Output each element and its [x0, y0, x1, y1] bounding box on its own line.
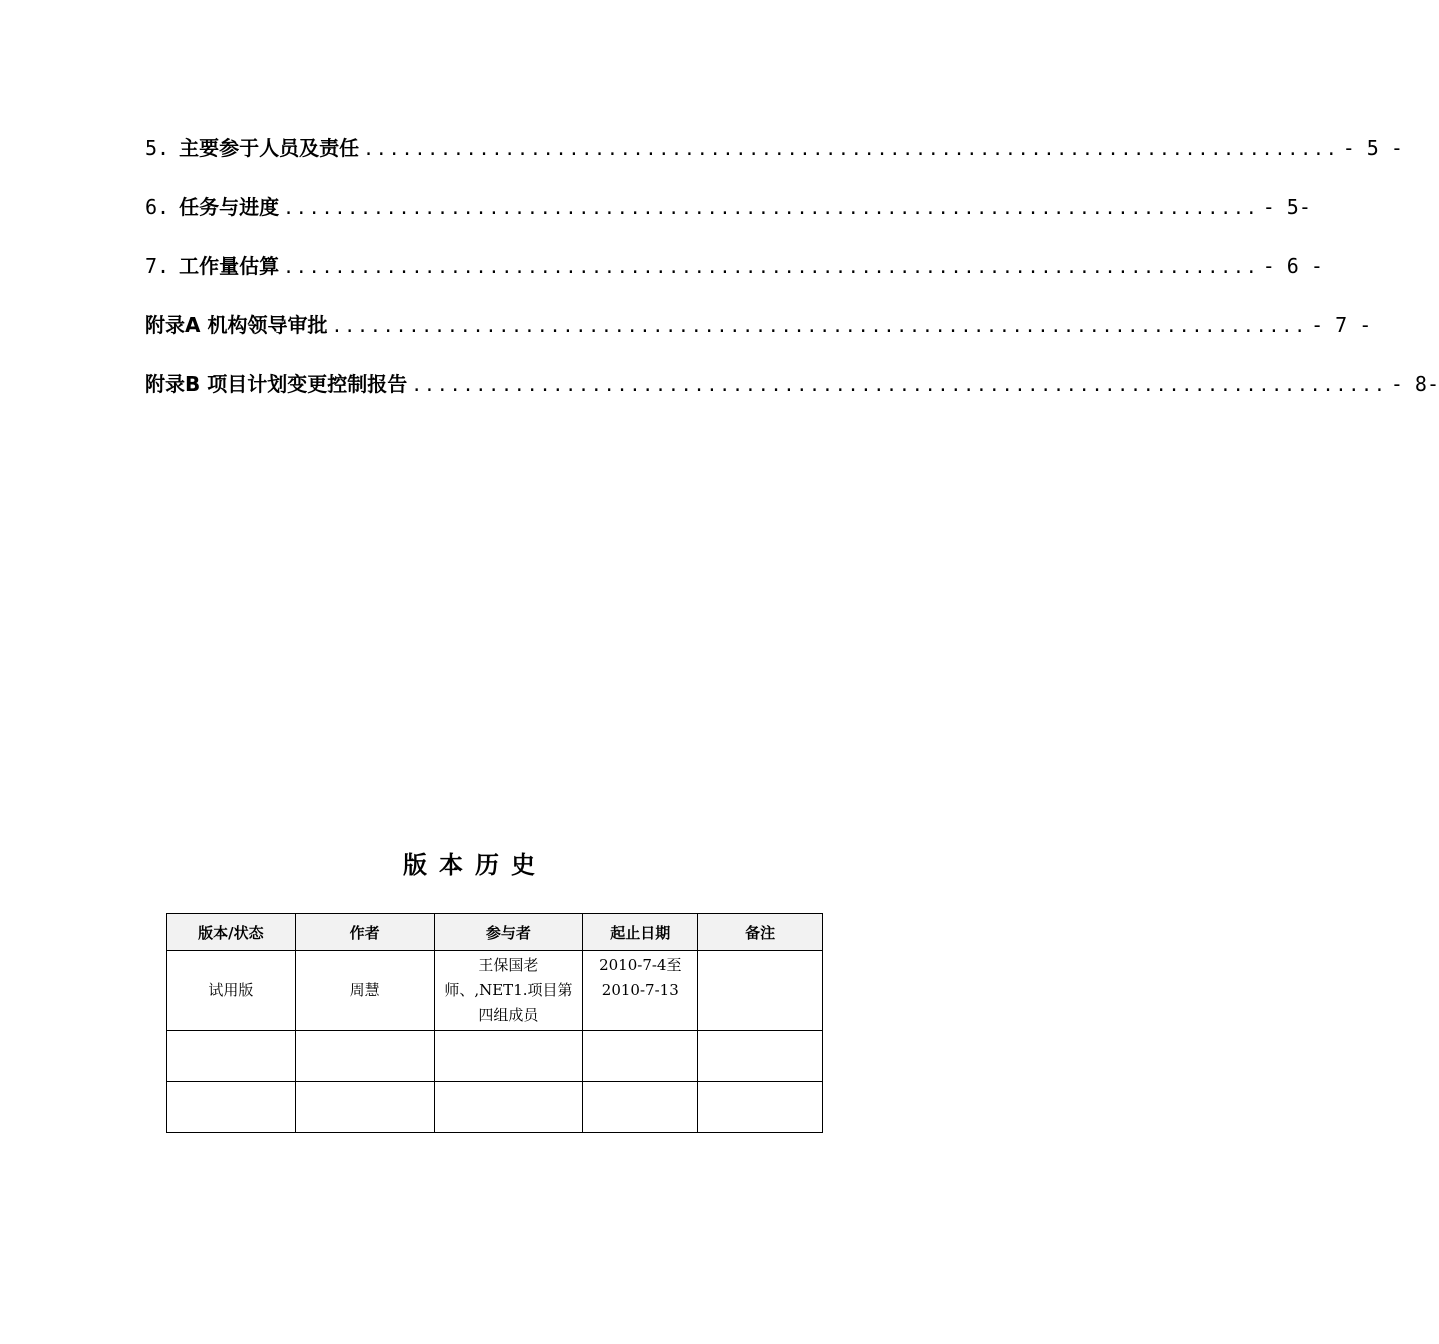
toc-entry-title: 附录B 项目计划变更控制报告	[145, 372, 408, 396]
table-header-row	[167, 914, 823, 951]
toc-entry[interactable]	[145, 132, 1403, 191]
toc-entry-page: - 6 -	[1262, 254, 1323, 278]
toc-entry[interactable]	[145, 368, 1439, 427]
toc-entry-number: 5.	[145, 136, 170, 160]
cell-date-range	[583, 1082, 698, 1133]
toc-entry-number: 7.	[145, 254, 170, 278]
toc-entry-title: 任务与进度	[179, 195, 280, 219]
version-history-table	[166, 913, 823, 1133]
cell-version-status	[167, 1031, 296, 1082]
cell-author: 周慧	[295, 951, 434, 1031]
cell-date-range: 2010-7-4至2010-7-13	[583, 951, 698, 1031]
cell-participants	[434, 1031, 583, 1082]
cell-remarks	[698, 951, 823, 1031]
toc-entry-page: - 5 -	[1342, 136, 1403, 160]
toc-leader-dots: ............................................................................	[363, 139, 1339, 160]
cell-version-status: 试用版	[167, 951, 296, 1031]
cell-remarks	[698, 1031, 823, 1082]
cell-participants	[434, 1082, 583, 1133]
header-participants: 参与者	[434, 914, 583, 951]
toc-entry-number: 6.	[145, 195, 170, 219]
toc-entry-page: - 7 -	[1311, 313, 1372, 337]
toc-leader-dots: ............................................................................	[283, 257, 1259, 278]
toc-leader-dots: ............................................................................	[411, 375, 1387, 396]
table-row	[167, 1082, 823, 1133]
cell-author	[295, 1031, 434, 1082]
table-row	[167, 1031, 823, 1082]
toc-leader-dots: ............................................................................	[331, 316, 1308, 337]
toc-entry-title: 附录A 机构领导审批	[145, 313, 328, 337]
header-date-range: 起止日期	[583, 914, 698, 951]
cell-author	[295, 1082, 434, 1133]
toc-entry[interactable]	[145, 309, 1372, 368]
toc-entry-title: 主要参于人员及责任	[179, 136, 360, 160]
toc-entry-page: - 5-	[1262, 195, 1311, 219]
cell-date-range	[583, 1031, 698, 1082]
toc-entry[interactable]	[145, 191, 1311, 250]
cell-version-status	[167, 1082, 296, 1133]
cell-participants: 王保国老师、,NET1.项目第四组成员	[434, 951, 583, 1031]
toc-entry-title: 工作量估算	[179, 254, 280, 278]
toc-entry[interactable]	[145, 250, 1323, 309]
header-remarks: 备注	[698, 914, 823, 951]
header-author: 作者	[295, 914, 434, 951]
version-history-title: 版本历史	[403, 851, 547, 879]
table-row	[167, 951, 823, 1031]
cell-remarks	[698, 1082, 823, 1133]
header-version-status: 版本/状态	[167, 914, 296, 951]
toc-leader-dots: ............................................................................	[283, 198, 1259, 219]
toc-entry-page: - 8-	[1390, 372, 1439, 396]
table-of-contents	[145, 132, 1439, 427]
